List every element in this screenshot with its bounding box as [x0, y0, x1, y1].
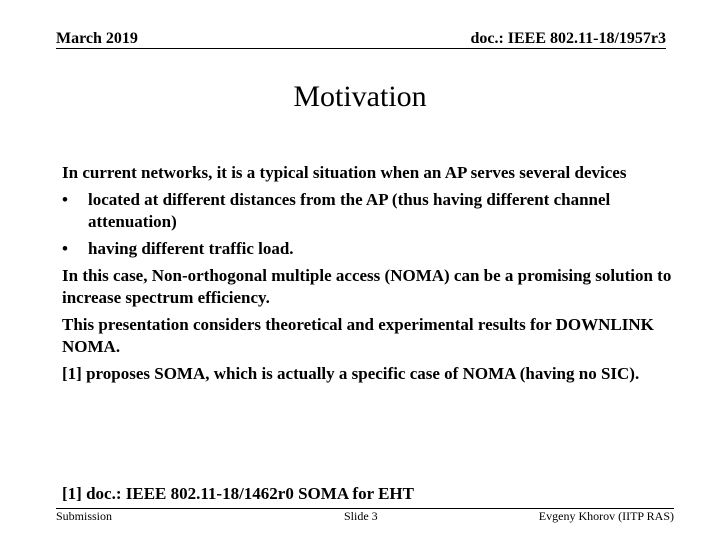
- footer-author: Evgeny Khorov (IITP RAS): [538, 509, 674, 523]
- reference-line: [1] doc.: IEEE 802.11-18/1462r0 SOMA for EHT: [62, 484, 414, 503]
- bullet-dot: •: [62, 190, 68, 209]
- noma-paragraph: In this case, Non-orthogonal multiple access (NOMA) can be a promising solution to increase spectrum efficiency.: [62, 266, 672, 307]
- bullet-text: located at different distances from the AP (thus having different channel attenuation): [88, 190, 611, 231]
- soma-paragraph: [1] proposes SOMA, which is actually a specific case of NOMA (having no SIC).: [62, 364, 640, 383]
- presentation-paragraph: This presentation considers theoretical and experimental results for DOWNLINK NOMA.: [62, 315, 654, 356]
- header-divider: [56, 48, 666, 49]
- header-doc-id: doc.: IEEE 802.11-18/1957r3: [470, 30, 666, 47]
- slide-body: [62, 162, 672, 390]
- bullet-dot: •: [62, 239, 68, 258]
- bullet-item: [62, 238, 672, 260]
- bullet-text: having different traffic load.: [88, 239, 294, 258]
- bullet-item: [62, 189, 672, 233]
- footer-submission: Submission: [56, 509, 113, 523]
- footer-slide-number: Slide 3: [344, 509, 378, 523]
- header-date: March 2019: [56, 30, 138, 47]
- intro-paragraph: In current networks, it is a typical situation when an AP serves several devices: [62, 163, 627, 182]
- slide-title: Motivation: [293, 80, 427, 113]
